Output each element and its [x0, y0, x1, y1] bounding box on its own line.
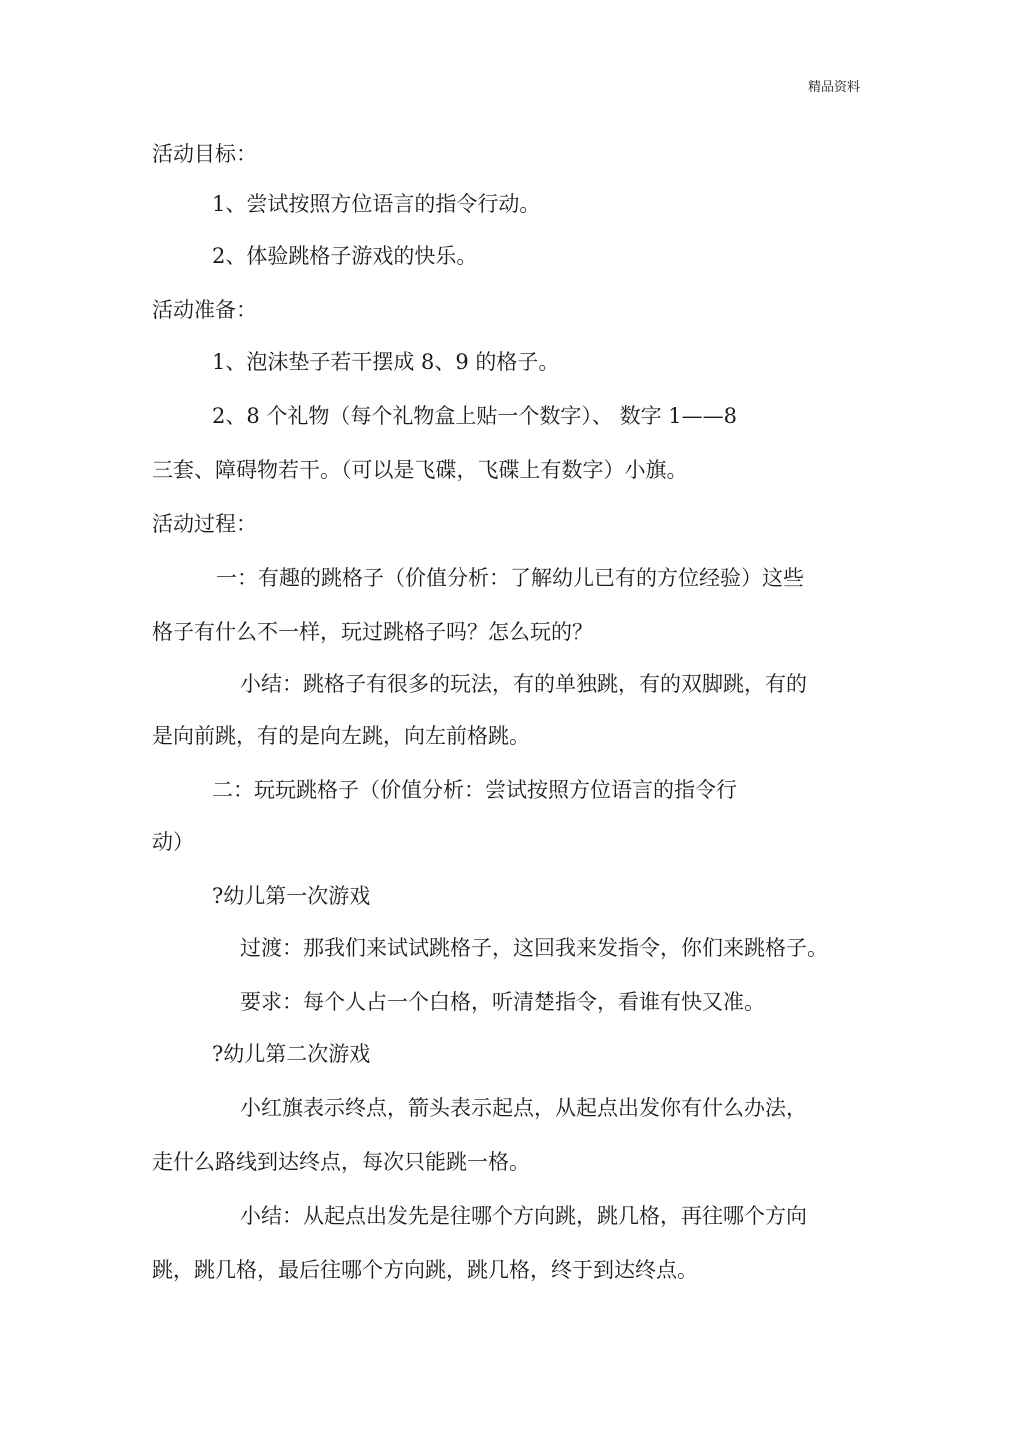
- process-step-1-continued: 格子有什么不一样，玩过跳格子吗？怎么玩的？: [152, 620, 593, 644]
- process-step-1: 一：有趣的跳格子（价值分析：了解幼儿已有的方位经验）这些: [216, 566, 804, 590]
- process-step-2: 二：玩玩跳格子（价值分析：尝试按照方位语言的指令行: [212, 778, 737, 802]
- summary-1: 小结：跳格子有很多的玩法，有的单独跳，有的双脚跳，有的: [240, 672, 807, 696]
- game-round-2: ?幼儿第二次游戏: [212, 1042, 371, 1066]
- process-step-2-continued: 动）: [152, 830, 194, 854]
- preparation-item-2: 2、8 个礼物（每个礼物盒上贴一个数字）、 数字 1——8: [212, 404, 737, 428]
- game-round-1: ?幼儿第一次游戏: [212, 884, 371, 908]
- goal-item-2: 2、体验跳格子游戏的快乐。: [212, 244, 478, 268]
- goal-item-1: 1、尝试按照方位语言的指令行动。: [212, 192, 541, 216]
- section-heading-process: 活动过程：: [152, 512, 257, 536]
- preparation-item-1: 1、泡沫垫子若干摆成 8、9 的格子。: [212, 350, 560, 374]
- requirement-text: 要求：每个人占一个白格，听清楚指令，看谁有快又准。: [240, 990, 765, 1014]
- transition-text: 过渡：那我们来试试跳格子，这回我来发指令，你们来跳格子。: [240, 936, 828, 960]
- preparation-item-2-continued: 三套、障碍物若干。（可以是飞碟，飞碟上有数字）小旗。: [152, 458, 688, 482]
- summary-2: 小结：从起点出发先是往哪个方向跳，跳几格，再往哪个方向: [240, 1204, 807, 1228]
- summary-1-continued: 是向前跳，有的是向左跳，向左前格跳。: [152, 724, 530, 748]
- round-2-instruction-continued: 走什么路线到达终点，每次只能跳一格。: [152, 1150, 530, 1174]
- header-label: 精品资料: [808, 80, 861, 95]
- round-2-instruction: 小红旗表示终点，箭头表示起点，从起点出发你有什么办法，: [240, 1096, 807, 1120]
- summary-2-continued: 跳，跳几格，最后往哪个方向跳，跳几格，终于到达终点。: [152, 1258, 698, 1282]
- section-heading-goals: 活动目标：: [152, 142, 257, 166]
- section-heading-preparation: 活动准备：: [152, 298, 257, 322]
